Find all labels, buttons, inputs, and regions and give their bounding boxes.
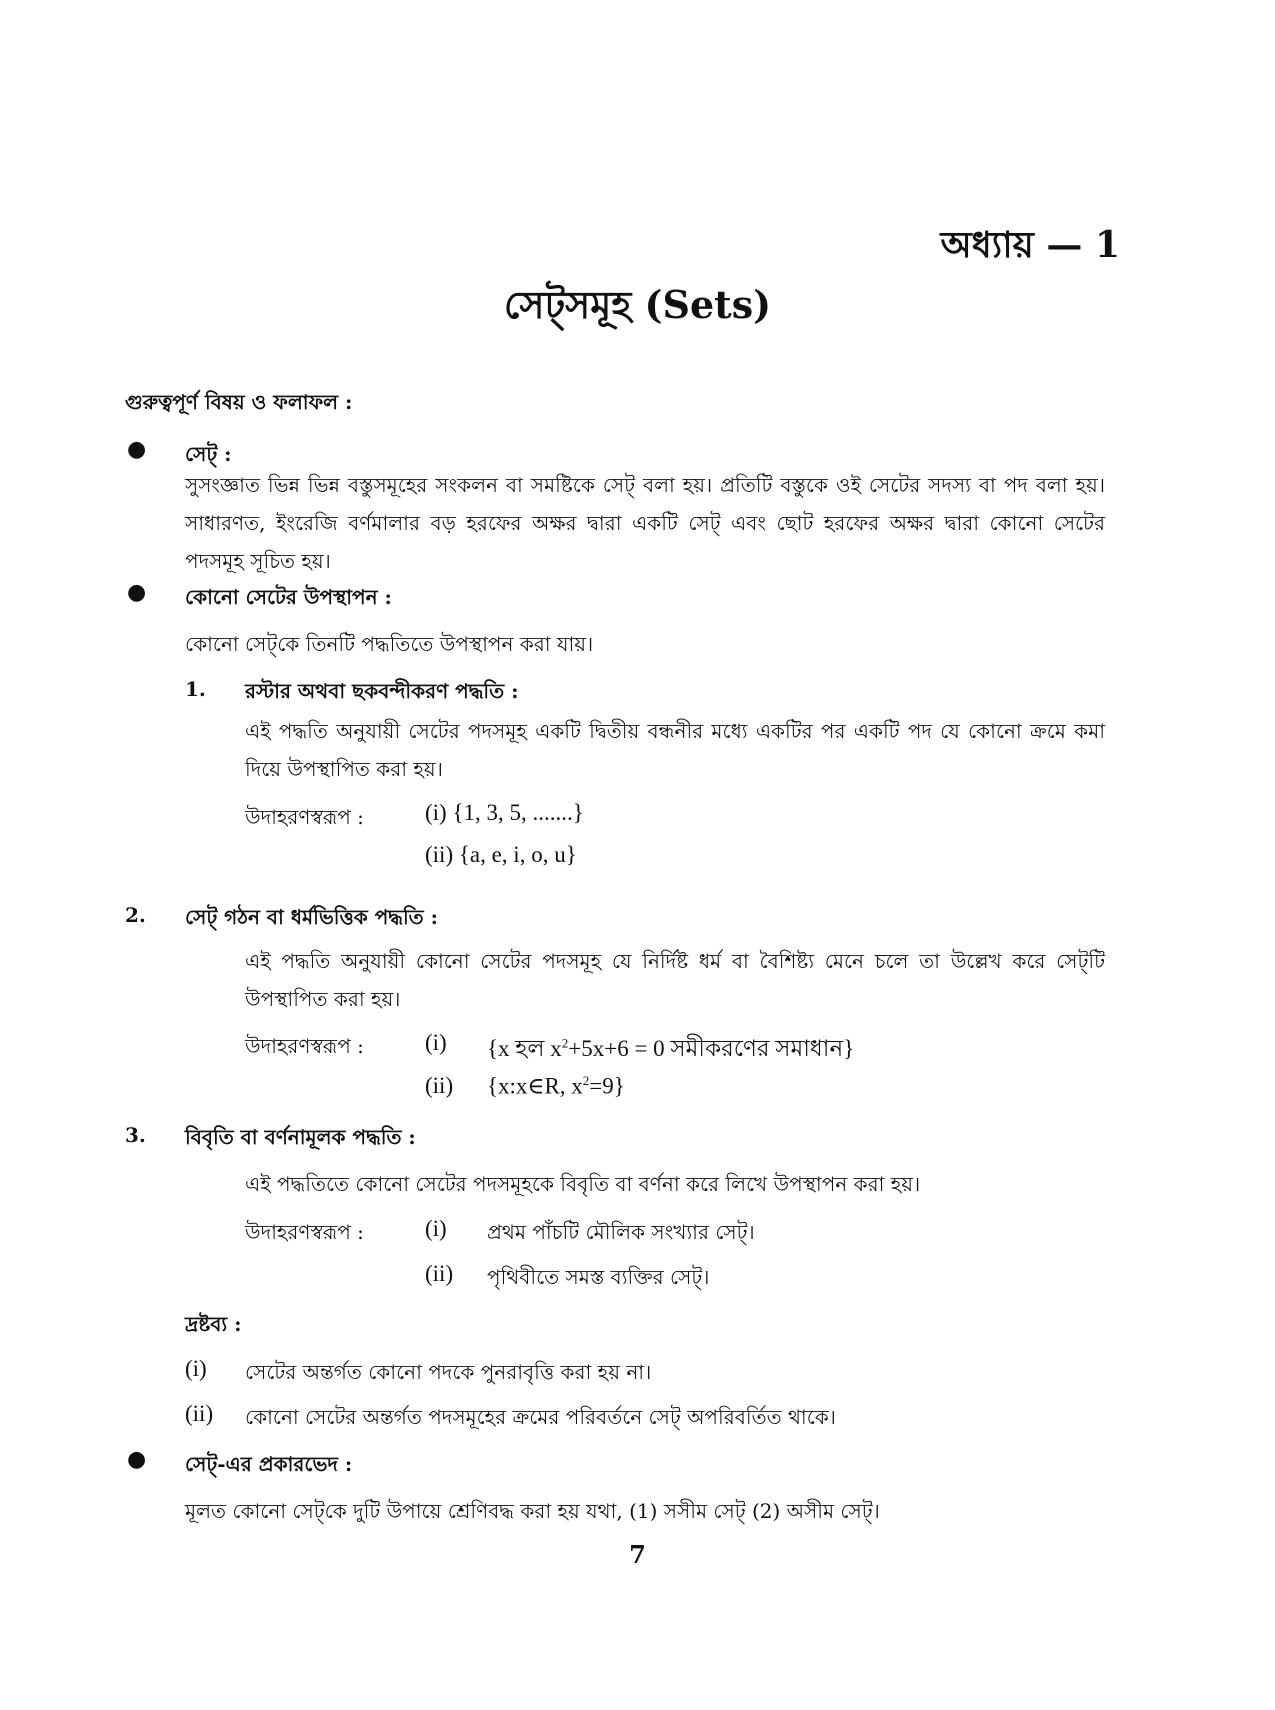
roster-example-1: (i) {1, 3, 5, .......} [425,800,584,825]
note-item-2: কোনো সেটের অন্তর্গত পদসমূহের ক্রমের পরিবর্তনে সেট্ অপরিবর্তিত থাকে। [245,1405,836,1429]
method-number: 1. [185,677,206,701]
key-topics-heading: গুরুত্বপূর্ণ বিষয় ও ফলাফল : [125,390,353,414]
example-index: (ii) [425,1073,454,1098]
set-builder-text: এই পদ্ধতি অনুযায়ী কোনো সেটের পদসমূহ যে নির্দিষ্ট ধর্ম বা বৈশিষ্ট্য মেনে চলে তা উল্লেখ করে সেট্‌টি উপস্থাপিত করা হয়। [245,949,1105,1011]
method-number: 3. [125,1123,146,1147]
bullet-icon: ● [127,437,147,462]
example-label: উদাহরণস্বরূপ : [245,1034,364,1058]
set-builder-heading: সেট্ গঠন বা ধর্মভিত্তিক পদ্ধতি : [185,905,439,929]
note-heading: দ্রষ্টব্য : [185,1312,242,1336]
set-builder-example-2: {x:x∈R, $x^2=9$} [487,1073,625,1099]
bullet-icon: ● [127,1447,147,1472]
example-label: উদাহরণস্বরূপ : [245,1220,364,1244]
descriptive-method-text: এই পদ্ধতিতে কোনো সেটের পদসমূহকে বিবৃতি বা বর্ণনা করে লিখে উপস্থাপন করা হয়। [245,1172,921,1196]
page-title: সেট্‌সমূহ (Sets) [503,282,772,327]
chapter-label: অধ্যায় — 1 [940,224,1120,266]
roster-example-2: (ii) {a, e, i, o, u} [425,842,577,867]
set-heading: সেট্ : [185,442,232,466]
representation-heading: কোনো সেটের উপস্থাপন : [185,585,392,609]
note-item-1: সেটের অন্তর্গত কোনো পদকে পুনরাবৃত্তি করা হয় না। [245,1360,652,1384]
example-index: (i) [425,1030,447,1055]
page-number: 7 [629,1540,646,1569]
bullet-icon: ● [127,580,147,605]
note-index: (ii) [185,1401,214,1426]
set-builder-example-1: {x হল $x^2+5x+6 = 0$ সমীকরণের সমাধান} [487,1035,855,1061]
method-number: 2. [125,903,146,927]
descriptive-example-1: প্রথম পাঁচটি মৌলিক সংখ্যার সেট্। [487,1220,755,1244]
example-index: (i) [425,1216,447,1241]
descriptive-method-heading: বিবৃতি বা বর্ণনামূলক পদ্ধতি : [185,1125,416,1149]
note-index: (i) [185,1356,207,1381]
set-types-text: মূলত কোনো সেট্‌কে দুটি উপায়ে শ্রেণিবদ্ধ করা হয় যথা, (1) সসীম সেট্ (2) অসীম সেট্। [185,1499,880,1523]
set-types-heading: সেট্-এর প্রকারভেদ : [185,1452,353,1476]
example-index: (ii) [425,1261,454,1286]
representation-text: কোনো সেট্‌কে তিনটি পদ্ধতিতে উপস্থাপন করা যায়। [185,632,594,656]
example-label: উদাহরণস্বরূপ : [245,805,364,829]
set-definition: সুসংজ্ঞাত ভিন্ন ভিন্ন বস্তুসমূহের সংকলন বা সমষ্টিকে সেট্ বলা হয়। প্রতিটি বস্তুকে ওই সেটের সদস্য বা পদ বলা হয়। সাধারণত, ইংরেজি বর্ণমালার বড় হরফের অক্ষর দ্বারা একটি সেট্ এবং ছোট হরফের অক্ষর দ্বারা কোনো সেটের পদসমূহ সূচিত হয়। [185,473,1105,573]
roster-method-text: এই পদ্ধতি অনুযায়ী সেটের পদসমূহ একটি দ্বিতীয় বন্ধনীর মধ্যে একটির পর একটি পদ যে কোনো ক্রমে কমা দিয়ে উপস্থাপিত করা হয়। [245,719,1105,781]
roster-method-heading: রস্টার অথবা ছকবন্দীকরণ পদ্ধতি : [245,679,519,703]
descriptive-example-2: পৃথিবীতে সমস্ত ব্যক্তির সেট্। [487,1265,710,1289]
